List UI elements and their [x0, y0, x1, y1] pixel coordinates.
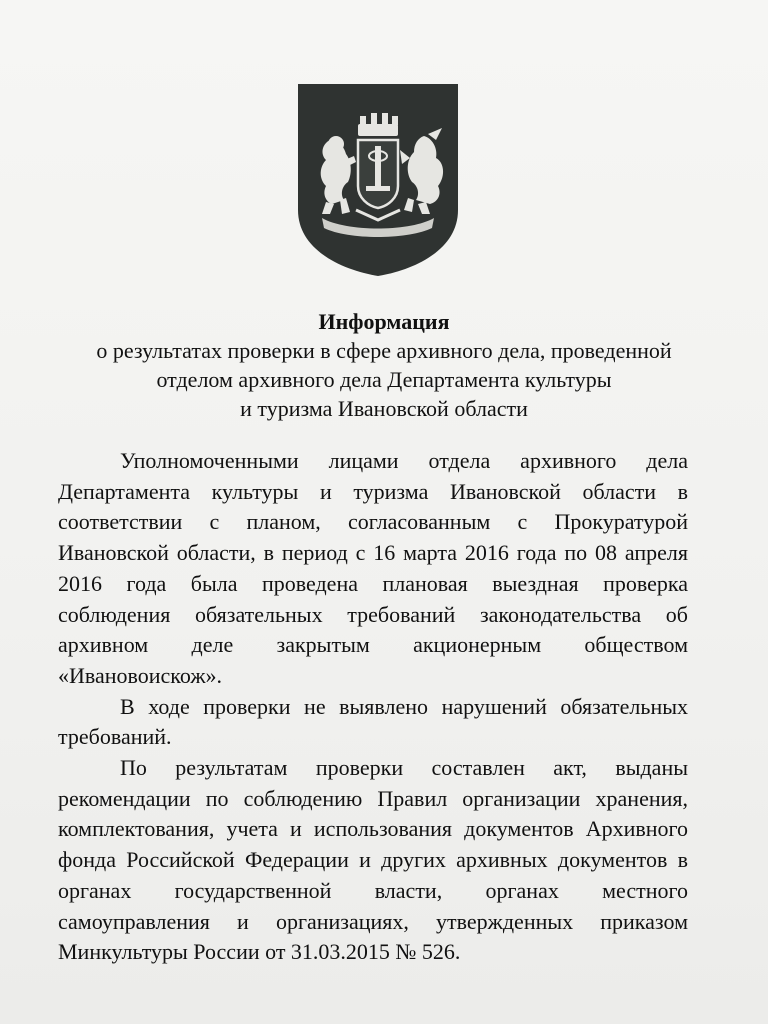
document-title-block [40, 307, 728, 423]
body-paragraph-1: Уполномоченными лицами отдела архивного дела Департамента культуры и туризма Ивановской области в соответствии с планом, согласованным с Прокуратурой Ивановской области, в период с 16 марта 2016 года по 08 апреля 2016 года была проведена плановая выездная проверка соблюдения обязательных требований законодательства об архивном деле закрытым акционерным обществом «Ивановоискож». [58, 448, 688, 688]
document-subtitle-line-1: о результатах проверки в сфере архивного дела, проведенной [96, 338, 672, 363]
document-subtitle-line-2: отделом архивного дела Департамента культуры [156, 367, 612, 392]
document-body [58, 446, 688, 968]
body-paragraph-3: По результатам проверки составлен акт, выданы рекомендации по соблюдению Правил организации хранения, комплектования, учета и использования документов Архивного фонда Российской Федерации и других архивных документов в органах государственной власти, органах местного самоуправления и организациях, утвержденных приказом Минкультуры России от 31.03.2015 № 526. [58, 755, 688, 965]
body-paragraph-2: В ходе проверки не выявлено нарушений обязательных требований. [58, 693, 688, 750]
document-title: Информация [318, 309, 450, 334]
coat-of-arms-icon [296, 82, 460, 278]
document-subtitle-line-3: и туризма Ивановской области [240, 396, 528, 421]
